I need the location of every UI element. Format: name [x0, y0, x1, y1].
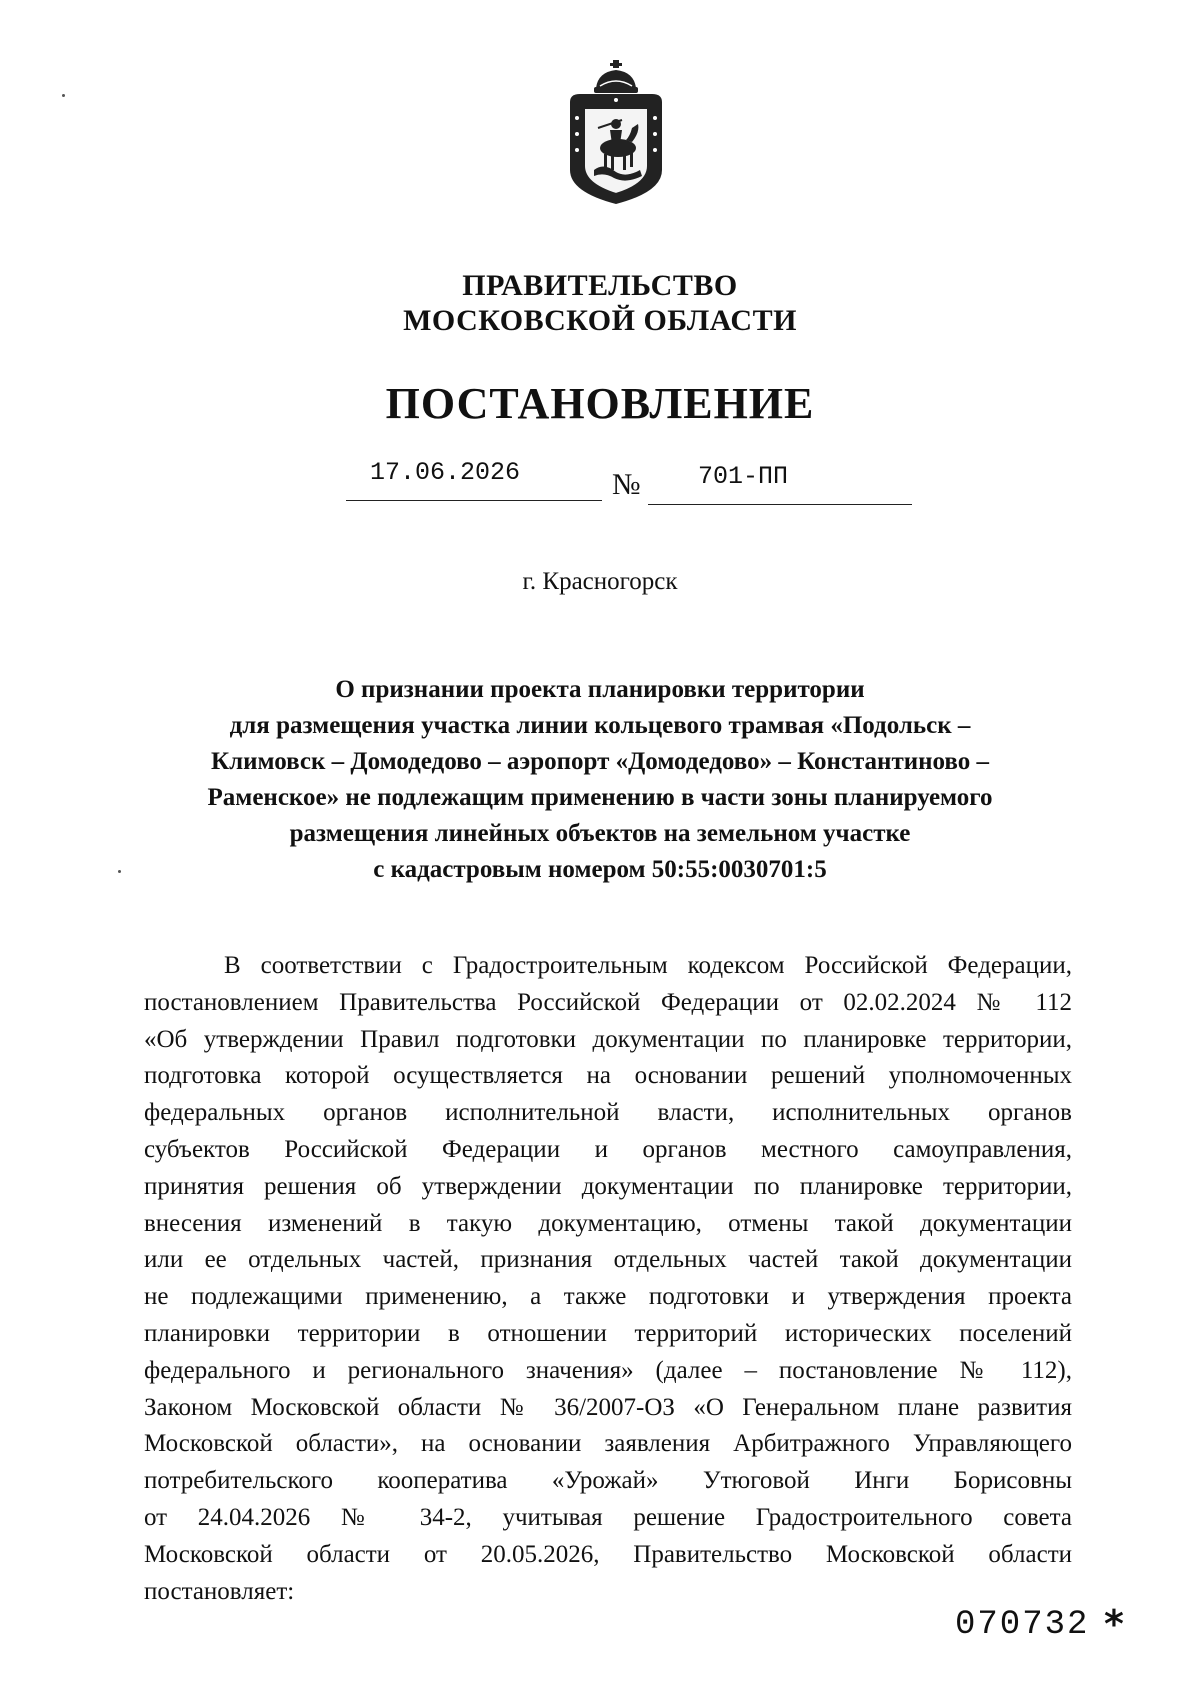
subject-line: О признании проекта планировки территории — [335, 676, 865, 703]
subject-line: Климовск – Домодедово – аэропорт «Домодедово» – Константиново – — [210, 748, 989, 775]
subject-line: с кадастровым номером 50:55:0030701:5 — [373, 856, 827, 883]
body-line: федерального и регионального значения» (далее – постановление № 112), — [144, 1356, 1072, 1384]
body-line: планировки территории в отношении территорий исторических поселений — [144, 1319, 1072, 1347]
body-line: от 24.04.2026 № 34-2, учитывая решение Градостроительного совета — [144, 1503, 1072, 1531]
body-line: В соответствии с Градостроительным кодексом Российской Федерации, — [224, 952, 1072, 979]
scan-speck — [62, 94, 65, 97]
body-line: потребительского кооператива «Урожай» Утюговой Инги Борисовны — [144, 1467, 1072, 1495]
subject-line: для размещения участка линии кольцевого трамвая «Подольск – — [229, 712, 971, 739]
issuer-organization — [0, 268, 1200, 338]
body-line: не подлежащими применению, а также подготовки и утверждения проекта — [144, 1283, 1072, 1311]
body-line: Московской области от 20.05.2026, Правительство Московской области — [144, 1540, 1072, 1568]
date-underline — [346, 500, 602, 501]
number-sign: № — [612, 468, 641, 501]
body-line: внесения изменений в такую документацию, отмены такой документации — [144, 1209, 1072, 1237]
document-number: 701-ПП — [698, 462, 789, 491]
body-line: федеральных органов исполнительной власти, исполнительных органов — [144, 1099, 1072, 1127]
scan-speck — [118, 870, 121, 873]
issue-city: г. Красногорск — [522, 568, 678, 595]
subject-line: Раменское» не подлежащим применению в части зоны планируемого — [207, 784, 993, 811]
issuer-line-1: ПРАВИТЕЛЬСТВО — [462, 269, 738, 302]
body-line: постановлением Правительства Российской Федерации от 02.02.2024 № 112 — [144, 988, 1072, 1016]
body-line: принятия решения об утверждении документации по планировке территории, — [144, 1172, 1072, 1200]
form-serial-number: 070732 — [955, 1606, 1090, 1644]
body-line: постановляет: — [144, 1577, 295, 1605]
subject-line: размещения линейных объектов на земельном участке — [289, 820, 911, 847]
document-type-title: ПОСТАНОВЛЕНИЕ — [385, 379, 815, 428]
body-line: субъектов Российской Федерации и органов местного самоуправления, — [144, 1135, 1072, 1163]
body-line: подготовка которой осуществляется на основании решений уполномоченных — [144, 1062, 1072, 1090]
number-underline — [648, 504, 912, 505]
body-line: или ее отдельных частей, признания отдельных частей такой документации — [144, 1246, 1072, 1274]
document-subject — [195, 672, 1005, 888]
coat-of-arms-icon — [560, 58, 672, 208]
issuer-line-2: МОСКОВСКОЙ ОБЛАСТИ — [403, 304, 797, 337]
document-date: 17.06.2026 — [370, 458, 521, 487]
body-line: «Об утверждении Правил подготовки документации по планировке территории, — [144, 1025, 1072, 1053]
body-line: Московской области», на основании заявления Арбитражного Управляющего — [144, 1430, 1072, 1458]
body-line: Законом Московской области № 36/2007-ОЗ «О Генеральном плане развития — [144, 1393, 1072, 1421]
body-paragraph — [144, 948, 1072, 1610]
serial-asterisk-mark: * — [1104, 1602, 1124, 1646]
